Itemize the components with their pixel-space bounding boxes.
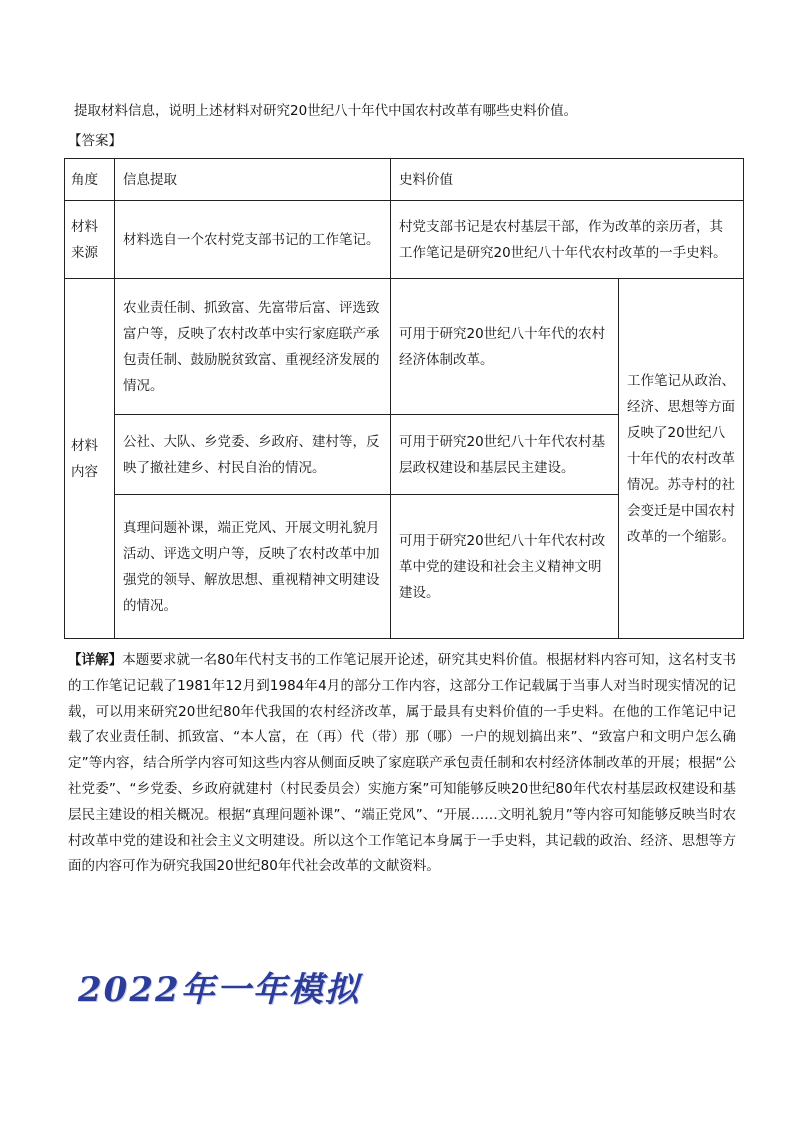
value-content-3: 可用于研究20世纪八十年代农村改革中党的建设和社会主义精神文明建设。 <box>391 495 619 639</box>
info-content-2: 公社、大队、乡党委、乡政府、建村等，反映了撤社建乡、村民自治的情况。 <box>115 415 391 495</box>
summary-cell: 工作笔记从政治、经济、思想等方面反映了20世纪八十年代的农村改革情况。苏寺村的社会变迁是中国农村改革的一个缩影。 <box>619 279 744 639</box>
header-value: 史料价值 <box>391 159 744 201</box>
value-content-1: 可用于研究20世纪八十年代的农村经济体制改革。 <box>391 279 619 415</box>
header-angle: 角度 <box>65 159 115 201</box>
year-stamp-logo <box>78 970 438 1010</box>
detail-label: 【详解】 <box>68 652 123 668</box>
table-header-row <box>65 159 744 201</box>
answer-table <box>64 158 744 639</box>
angle-source: 材料来源 <box>65 201 115 279</box>
table-row <box>65 201 744 279</box>
angle-content: 材料内容 <box>65 279 115 639</box>
info-content-1: 农业责任制、抓致富、先富带后富、评选致富户等，反映了农村改革中实行家庭联产承包责任制、鼓励脱贫致富、重视经济发展的情况。 <box>115 279 391 415</box>
detail-text: 本题要求就一名80年代村支书的工作笔记展开论述，研究其史料价值。根据材料内容可知，这名村支书的工作笔记记载了1981年12月到1984年4月的部分工作内容，这部分工作记载属于当事人对当时现实情况的记载，可以用来研究20世纪80年代我国的农村经济改革，属于最具有史料价值的一手史料。在他的工作笔记中记载了农业责任制、抓致富、“本人富，在（再）代（带）那（哪）一户的规划搞出来”、“致富户和文明户怎么确定”等内容，结合所学内容可知这些内容从侧面反映了家庭联产承包责任制和农村经济体制改革的开展；根据“公社党委”、“乡党委、乡政府就建村（村民委员会）实施方案”可知能够反映20世纪80年代农村基层政权建设和基层民主建设的相关概况。根据“真理问题补课”、“端正党风”、“开展……文明礼貌月”等内容可知能够反映当时农村改革中党的建设和社会主义文明建设。所以这个工作笔记本身属于一手史料，其记载的政治、经济、思想等方面的内容可作为研究我国20世纪80年代社会改革的文献资料。 <box>68 652 736 875</box>
value-source: 村党支部书记是农村基层干部，作为改革的亲历者，其工作笔记是研究20世纪八十年代农村改革的一手史料。 <box>391 201 744 279</box>
detail-paragraph <box>68 648 736 880</box>
year-stamp-text: 2022年一年模拟 <box>78 970 361 1010</box>
info-content-3: 真理问题补课，端正党风、开展文明礼貌月活动、评选文明户等，反映了农村改革中加强党的领导、解放思想、重视精神文明建设的情况。 <box>115 495 391 639</box>
info-source: 材料选自一个农村党支部书记的工作笔记。 <box>115 201 391 279</box>
question-text: 提取材料信息，说明上述材料对研究20世纪八十年代中国农村改革有哪些史料价值。 <box>74 103 578 119</box>
header-info: 信息提取 <box>115 159 391 201</box>
answer-title: 【答案】 <box>68 133 122 149</box>
table-row <box>65 279 744 415</box>
value-content-2: 可用于研究20世纪八十年代农村基层政权建设和基层民主建设。 <box>391 415 619 495</box>
